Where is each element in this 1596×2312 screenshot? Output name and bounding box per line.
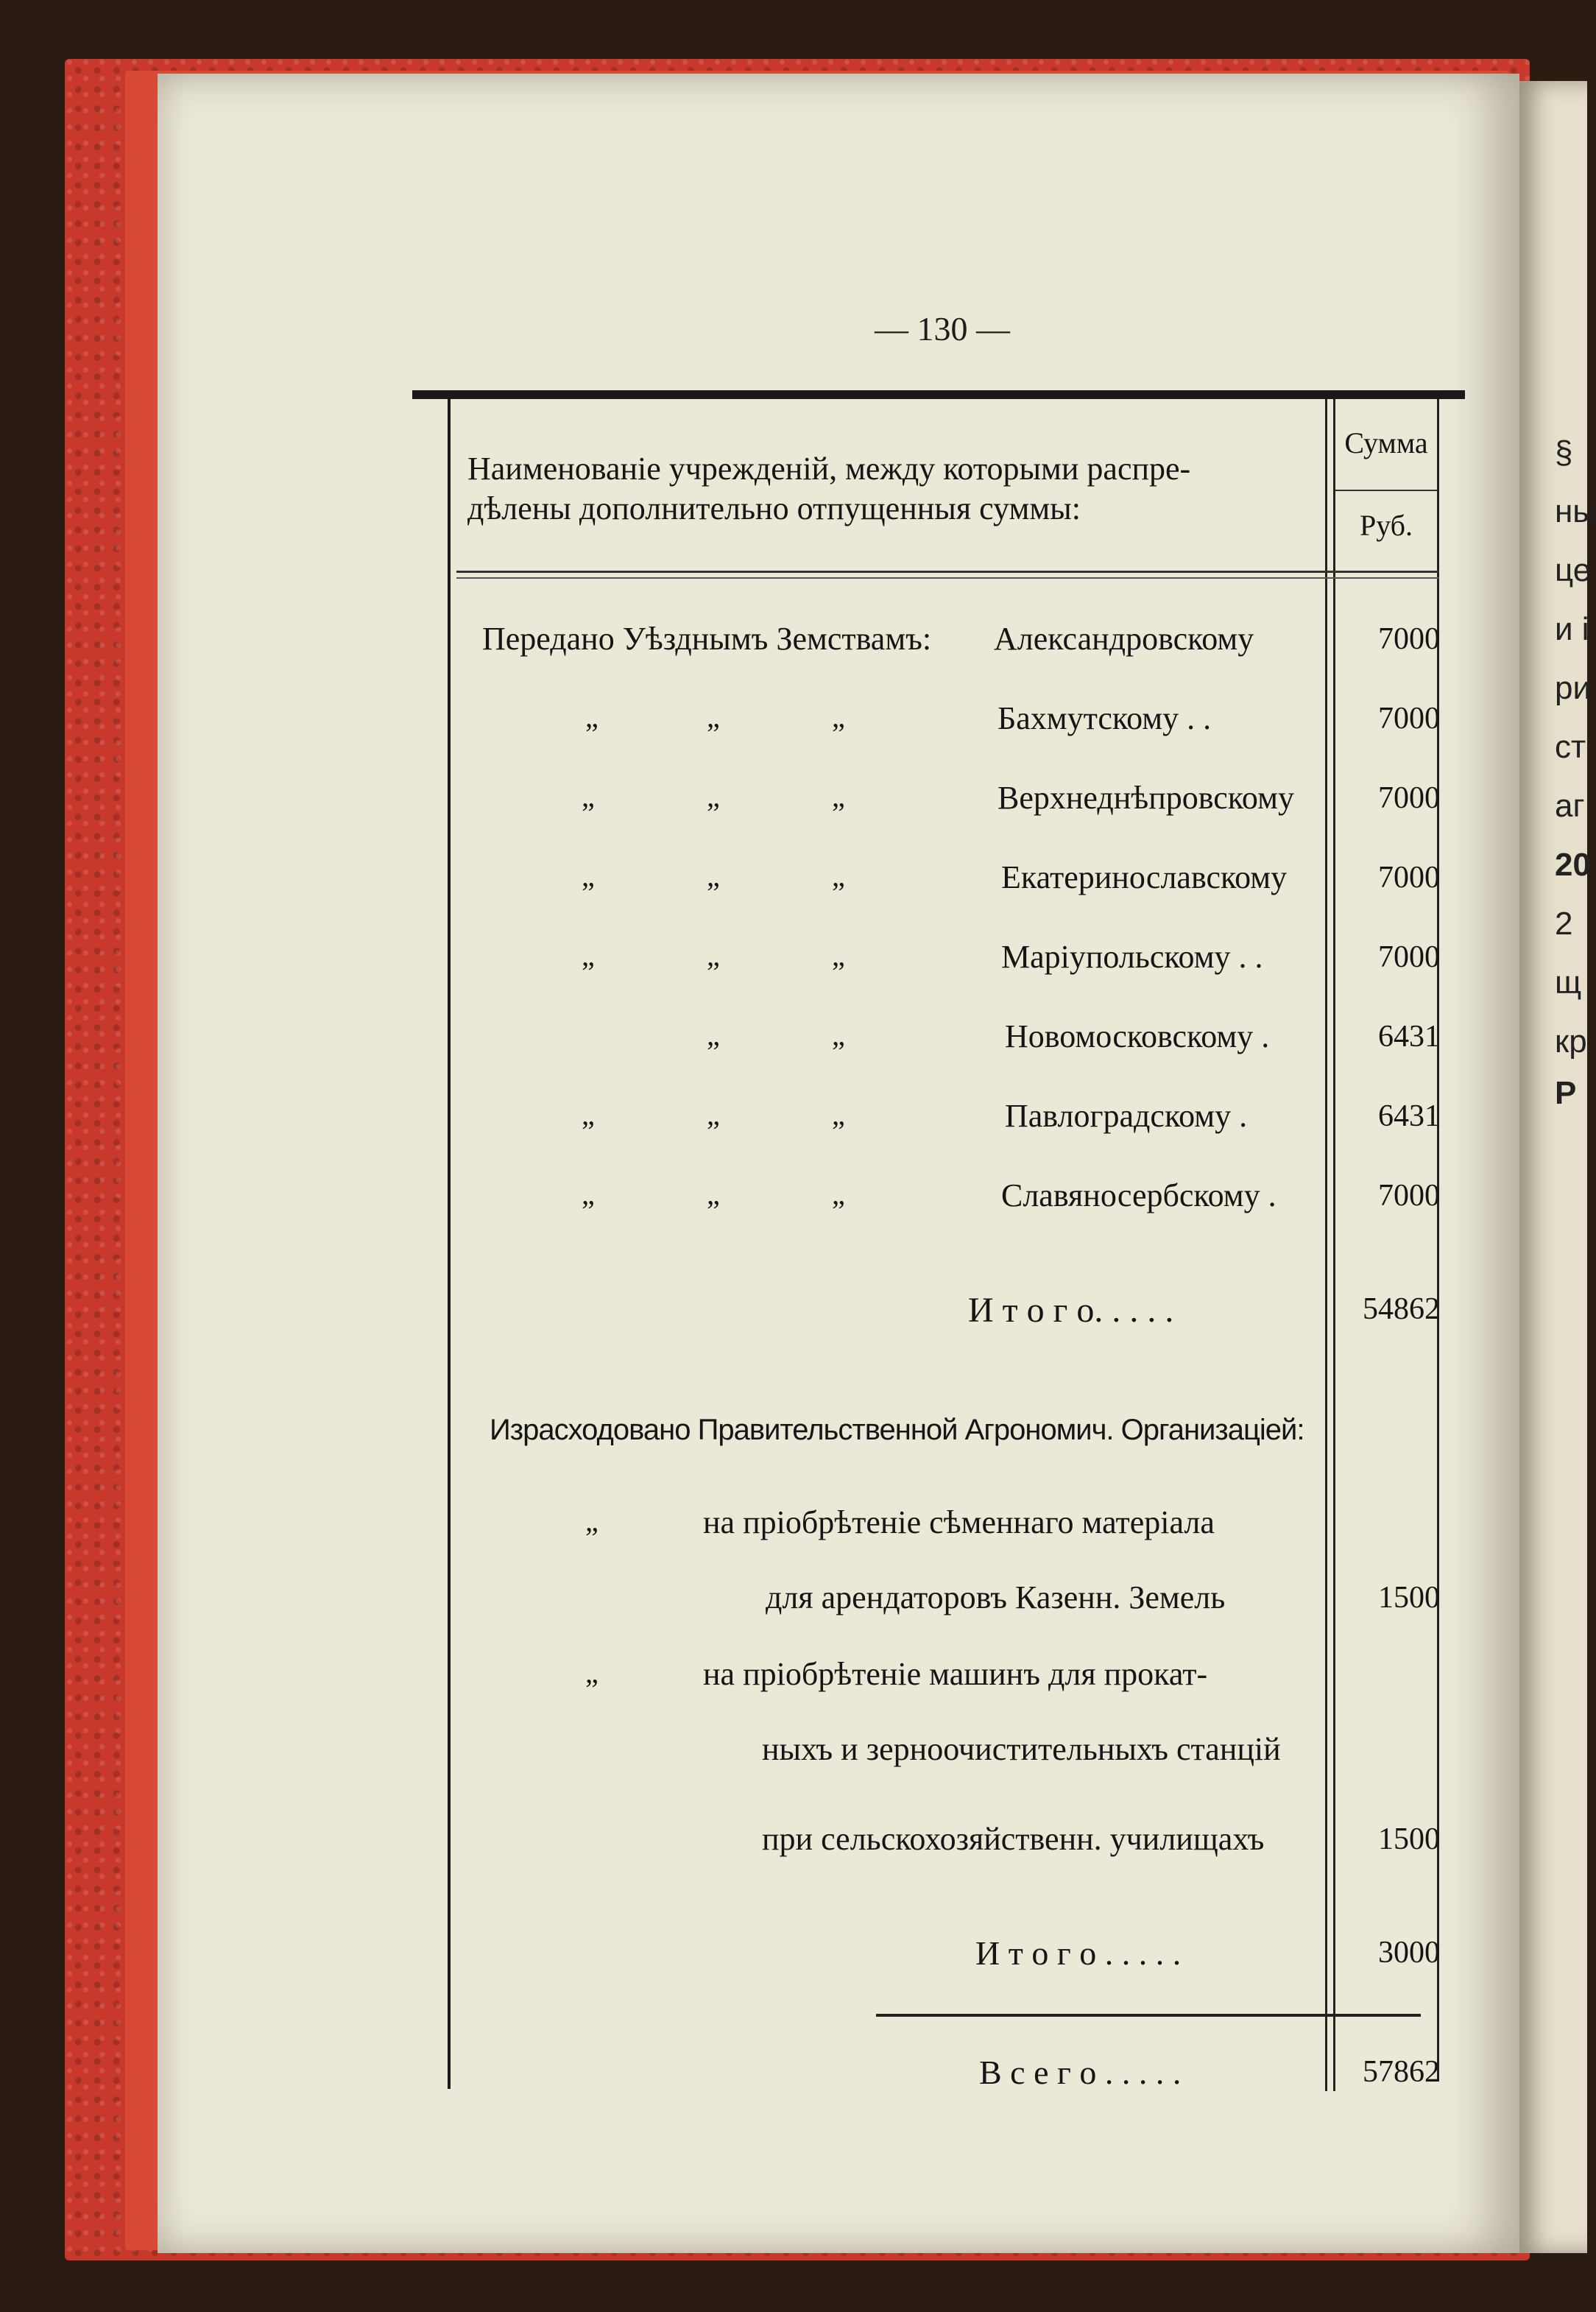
total-rule xyxy=(876,2014,1421,2017)
ditto-mark: „ xyxy=(582,939,595,972)
zemstvo-name: Славяносербскому . xyxy=(1001,1177,1277,1213)
zemstvo-name: Маріупольскому . . xyxy=(1001,939,1263,975)
ditto-mark: „ xyxy=(832,700,845,733)
facing-text: ри xyxy=(1555,670,1592,706)
ditto-mark: „ xyxy=(832,1018,845,1051)
facing-text: щ xyxy=(1555,965,1582,1001)
facing-text: ны xyxy=(1555,493,1596,529)
header-rule xyxy=(456,571,1439,573)
facing-text: ст xyxy=(1555,729,1586,765)
ditto-mark: „ xyxy=(707,1098,720,1131)
ditto-mark: „ xyxy=(832,939,845,972)
facing-text: 20 xyxy=(1555,847,1591,883)
subtotal-label: И т о г о . . . . . xyxy=(975,1934,1182,1972)
zemstvo-name: Новомосковскому . xyxy=(1005,1018,1270,1054)
ditto-mark: „ xyxy=(707,1177,720,1210)
table-top-rule xyxy=(412,390,1465,399)
column-header-description xyxy=(467,449,1307,529)
page-number: — 130 — xyxy=(875,310,1010,348)
column-header-sum: Сумма xyxy=(1344,426,1428,459)
expense-item: на пріобрѣтеніе машинъ для прокат- xyxy=(703,1656,1208,1692)
subtotal-amount: 3000 xyxy=(1378,1936,1440,1970)
ditto-mark: „ xyxy=(585,1504,598,1537)
zemstvo-name: Александровскому xyxy=(994,621,1254,657)
facing-text: аг xyxy=(1555,788,1585,824)
zemstvo-name: Верхнеднѣпровскому xyxy=(998,780,1294,816)
grand-total-amount: 57862 xyxy=(1363,2055,1440,2089)
facing-text: § xyxy=(1555,434,1573,470)
subtotal-amount: 54862 xyxy=(1363,1292,1440,1326)
amount: 7000 xyxy=(1378,1179,1440,1213)
facing-text: кр xyxy=(1555,1023,1587,1060)
ditto-mark: „ xyxy=(585,1656,598,1689)
allocation-table xyxy=(412,390,1465,2091)
column-header-unit: Руб. xyxy=(1359,509,1413,542)
facing-text: це xyxy=(1555,552,1592,588)
ditto-mark: „ xyxy=(832,780,845,813)
header-line: дѣлены дополнительно отпущенныя суммы: xyxy=(467,490,1081,526)
ditto-mark: „ xyxy=(832,1098,845,1131)
ditto-mark: „ xyxy=(582,780,595,813)
ditto-mark: „ xyxy=(582,1098,595,1131)
expense-item: для арендаторовъ Казенн. Земель xyxy=(766,1579,1226,1615)
ditto-mark: „ xyxy=(585,700,598,733)
section-intro: Передано Уѣзднымъ Земствамъ: xyxy=(482,621,932,657)
table-left-border xyxy=(448,399,451,2089)
ditto-mark: „ xyxy=(707,780,720,813)
header-rule xyxy=(456,577,1439,579)
zemstvo-name: Екатеринославскому xyxy=(1001,859,1288,895)
amount: 1500 xyxy=(1378,1822,1440,1856)
subtotal-label: И т о г о. . . . . xyxy=(968,1291,1174,1330)
ditto-mark: „ xyxy=(582,859,595,892)
ditto-mark: „ xyxy=(582,1177,595,1210)
grand-total-label: В с е г о . . . . . xyxy=(979,2054,1182,2091)
amount: 7000 xyxy=(1378,781,1440,815)
amount: 1500 xyxy=(1378,1581,1440,1615)
amount: 7000 xyxy=(1378,940,1440,974)
header-line: Наименованіе учрежденій, между которыми распре- xyxy=(467,451,1191,487)
sum-header-rule xyxy=(1335,490,1437,491)
facing-text: 2 xyxy=(1555,906,1573,942)
zemstvo-name: Павлоградскому . xyxy=(1005,1098,1248,1134)
ditto-mark: „ xyxy=(707,859,720,892)
facing-page-fragment xyxy=(1515,81,1596,2253)
facing-text: Р xyxy=(1555,1075,1577,1111)
section-intro: Израсходовано Правительственной Агрономич. Организаціей: xyxy=(490,1414,1304,1446)
amount: 6431 xyxy=(1378,1099,1440,1133)
column-divider xyxy=(1325,399,1327,2091)
amount: 7000 xyxy=(1378,702,1440,736)
facing-text: и і xyxy=(1555,611,1589,647)
ditto-mark: „ xyxy=(832,859,845,892)
amount: 7000 xyxy=(1378,861,1440,895)
ditto-mark: „ xyxy=(832,1177,845,1210)
expense-item: на пріобрѣтеніе сѣменнаго матеріала xyxy=(703,1504,1215,1540)
amount: 6431 xyxy=(1378,1020,1440,1054)
ditto-mark: „ xyxy=(707,1018,720,1051)
ditto-mark: „ xyxy=(707,700,720,733)
ditto-mark: „ xyxy=(707,939,720,972)
expense-item: ныхъ и зерноочистительныхъ станцій xyxy=(762,1731,1281,1767)
zemstvo-name: Бахмутскому . . xyxy=(998,700,1212,736)
amount: 7000 xyxy=(1378,622,1440,656)
expense-item: при сельскохозяйственн. училищахъ xyxy=(762,1821,1265,1857)
